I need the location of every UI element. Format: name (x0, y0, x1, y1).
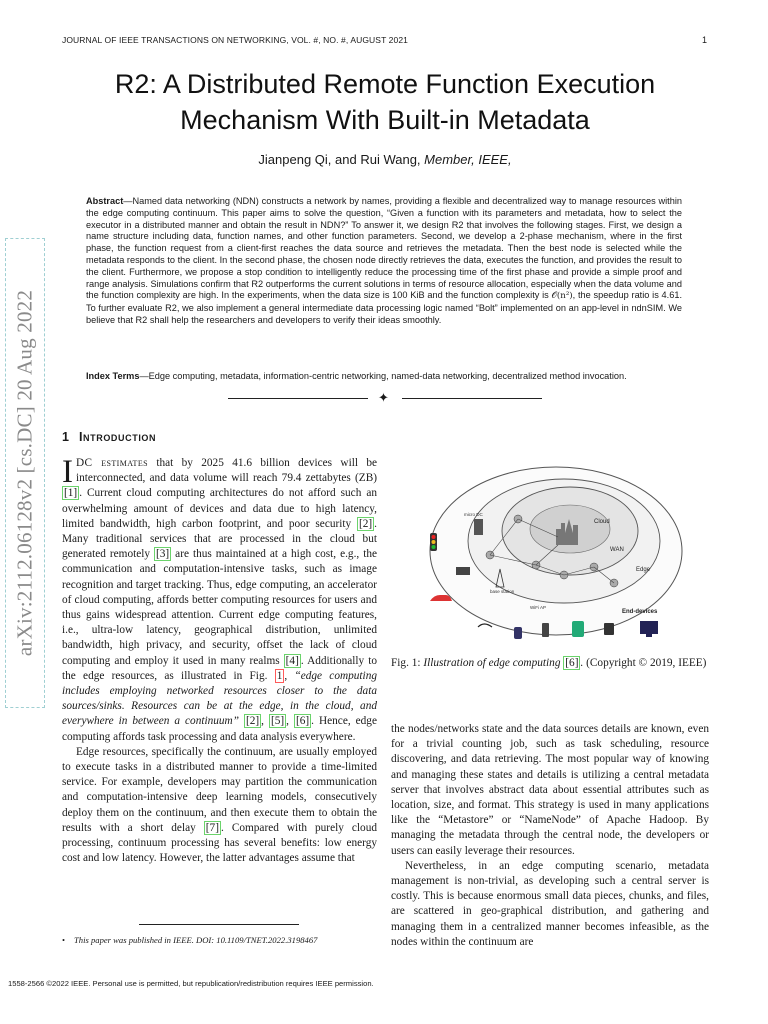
intro-text: are thus maintained at a high cost, e.g., the communication and computation-intensive tasks, such as image recognition and target tracking. Thus, edge computing, an accelerator of cloud computing, affords better computing resources for users and thus gains widespread attention. Current edge computing features, i.e., ultra-low latency, geographical distribution, unlimited bandwidth, high privacy, and security, offset the lack of cloud computing and employ it used in many realms (62, 548, 377, 667)
micro-dc-server-icon (474, 519, 483, 535)
smartwatch-icon (514, 627, 522, 639)
abstract-text-1: —Named data networking (NDN) constructs a network by names, providing a flexible and decentralized way to manage resources within the edge computing continuum. This paper aims to solve the question, “Given a function with its parameters and metadata, how to select the executor in a distributed manner and obtain the result in NDN?” To answer it, we design R2 that involves the following stages. First, we design a name structure including data, function names, and other function parameters. Second, we develop a 2-phase mechanism, where in the first phase, the function request from a client-first reaches the data source and retrieves the metadata. Then the best node is selected while the metadata responds to the client. In the second phase, the chosen node directly retrieves the data, executes the function, and provides the result to the client. Furthermore, we propose a stop condition to intelligently reduce the processing time of the first phase and provide a simple proof and range analysis. Simulations confirm that R2 outperforms the current solutions in terms of resource allocation, especially when the data volume and the function complexity are high. In the experiments, when the data size is 100 KiB and the function complexity is (86, 196, 682, 301)
divider-line-left (228, 398, 368, 399)
author-names: Jianpeng Qi, and Rui Wang, (258, 152, 425, 167)
footnote-rule (139, 924, 299, 925)
micro-dc-label: micro DC (464, 512, 483, 517)
citation-link[interactable]: [6] (295, 715, 310, 728)
caption-period: . (580, 657, 584, 669)
divider-line-right (402, 398, 542, 399)
intro-text: . Hence, edge computing affords task processing and data analysis everywhere. (62, 715, 377, 743)
intro-text: . Additionally to the edge resources, as illustrated in Fig. (62, 654, 377, 682)
glasses-icon (478, 624, 492, 627)
citation-link[interactable]: [2] (245, 715, 260, 728)
figure-caption (391, 656, 709, 671)
cloud-label: Cloud (594, 519, 610, 525)
authors (40, 152, 730, 167)
footnote-text: This paper was published in IEEE. DOI: 10.1109/TNET.2022.3198467 (74, 935, 318, 945)
index-terms-text: —Edge computing, metadata, information-centric networking, named-data networking, decentralized method invocation. (139, 371, 627, 381)
author-role: Member, IEEE, (424, 152, 512, 167)
section-divider (228, 392, 542, 406)
abstract-math: 𝒪(n²) (551, 291, 573, 302)
right-paragraph-2: Nevertheless, in an edge computing scenario, metadata management is non-trivial, as developing such a central server is costly. This is because enormous small data pieces, chunks, and files, are scattered in geo-graphical distribution, and gathering and managing them in a centralized manner becomes infeasible, as the nodes within the continuum are (391, 859, 709, 948)
copyright-line: 1558-2566 ©2022 IEEE. Personal use is permitted, but republication/redistribution requires IEEE permission. (8, 979, 374, 988)
end-devices-label: End-devices (622, 609, 658, 615)
citation-link[interactable]: [3] (156, 548, 170, 561)
left-column (62, 456, 377, 866)
speaker-icon (604, 623, 614, 635)
caption-copyright: (Copyright © 2019, IEEE) (583, 657, 707, 669)
abstract-label: Abstract (86, 196, 124, 206)
section-heading (62, 430, 156, 444)
tablet-icon (572, 621, 584, 637)
citation-link[interactable]: [1] (64, 487, 78, 500)
intro-text: Edge resources, specifically the continuum, are usually employed to execute tasks in a distributed manner to provide a time-limited service. For example, developers may partition the communication and computation-intensive deep learning models, consecutively deploy them on the continuum, and then execute them to obtain the results with a short delay (62, 745, 377, 834)
phone-icon (542, 623, 549, 637)
edge-label: Edge (636, 567, 651, 573)
intro-text: , (261, 715, 269, 728)
citation-link[interactable]: [4] (285, 654, 299, 667)
citation-link[interactable]: [2] (358, 517, 373, 530)
title-line-2: Mechanism With Built-in Metadata (180, 105, 590, 135)
abstract-text-2: , the speedup ratio is 4.61. To further evaluate R2, we also implement a general intermediate data processing logic named “Bolt” implemented on an app-level in ndnSIM. We believe that R2 shall help the researchers and developers to verify their ideas smoothly. (86, 290, 682, 325)
citation-link[interactable]: [7] (205, 821, 219, 834)
camera-icon (456, 567, 470, 575)
wan-label: WAN (610, 547, 624, 553)
intro-text: . Current cloud computing architectures do not afford such an overwhelming amount of devices and data due to high latency, limited bandwidth, high carbon footprint, and poor security (62, 487, 377, 530)
divider-diamond-icon: ✦ (378, 390, 389, 405)
edge-computing-figure (418, 463, 683, 653)
section-number: 1 (62, 430, 69, 444)
section-title: Introduction (78, 430, 157, 444)
base-station-label: base station (490, 589, 515, 594)
monitor-icon (640, 621, 658, 634)
intro-paragraph-2 (62, 745, 377, 867)
caption-italic: Illustration of edge computing (423, 657, 564, 669)
drop-cap: I (62, 454, 73, 490)
car-icon (430, 595, 452, 601)
paper-title (40, 66, 730, 138)
intro-text: . Compared with purely cloud processing, continuum processing has several benefits: low energy cost and low latency. However, the latter advantages assume that (62, 821, 377, 865)
index-terms-label: Index Terms (86, 371, 140, 381)
intro-smallcaps: DC estimates (76, 457, 148, 469)
footnote (62, 935, 317, 945)
intro-text: , (284, 669, 295, 682)
intro-quote: “edge computing includes employing networked resources closer to the data sources/sinks. Resources can be at the edge, in the cloud, and everywhere in between a continuum” (62, 669, 377, 728)
index-terms (86, 371, 682, 383)
intro-text: that by 2025 41.6 billion devices will be interconnected, and data volume will reach 79.4 zettabytes (ZB) (76, 457, 377, 485)
citation-link[interactable]: [6] (565, 657, 579, 669)
arxiv-stamp (5, 238, 45, 708)
intro-text: , (286, 715, 294, 728)
intro-text: . Many traditional services that are processed in the cloud but generated remotely (62, 517, 377, 561)
abstract (86, 196, 682, 327)
citation-link[interactable]: [5] (270, 715, 285, 728)
title-line-1: R2: A Distributed Remote Function Execution (114, 69, 656, 99)
right-column (391, 722, 709, 950)
running-head: JOURNAL OF IEEE TRANSACTIONS ON NETWORKING, VOL. #, NO. #, AUGUST 2021 (62, 35, 408, 45)
caption-prefix: Fig. 1: (391, 657, 424, 669)
figure-reference-link[interactable]: 1 (276, 669, 283, 682)
footnote-bullet: • (62, 935, 66, 945)
arxiv-stamp-text: arXiv:2112.06128v2 [cs.DC] 20 Aug 2022 (12, 289, 37, 657)
intro-paragraph-1 (62, 456, 377, 745)
right-paragraph-1: the nodes/networks state and the data sources details are known, even for a trivial counting job, such as task scheduling, resource discovering, and data retrieving. The most popular way of knowing and managing these states and details is utilizing a central metadata server that involves abstract data about essential attributes such as location, size, and format. This strategy is used in many applications like the “Metastore” or “NameNode” of Apache Hadoop. By managing the metadata through the central node, the developers or users can easily leverage their resources. (391, 723, 709, 857)
page-number: 1 (702, 35, 708, 45)
wifi-ap-label: WiFi AP (530, 605, 547, 610)
